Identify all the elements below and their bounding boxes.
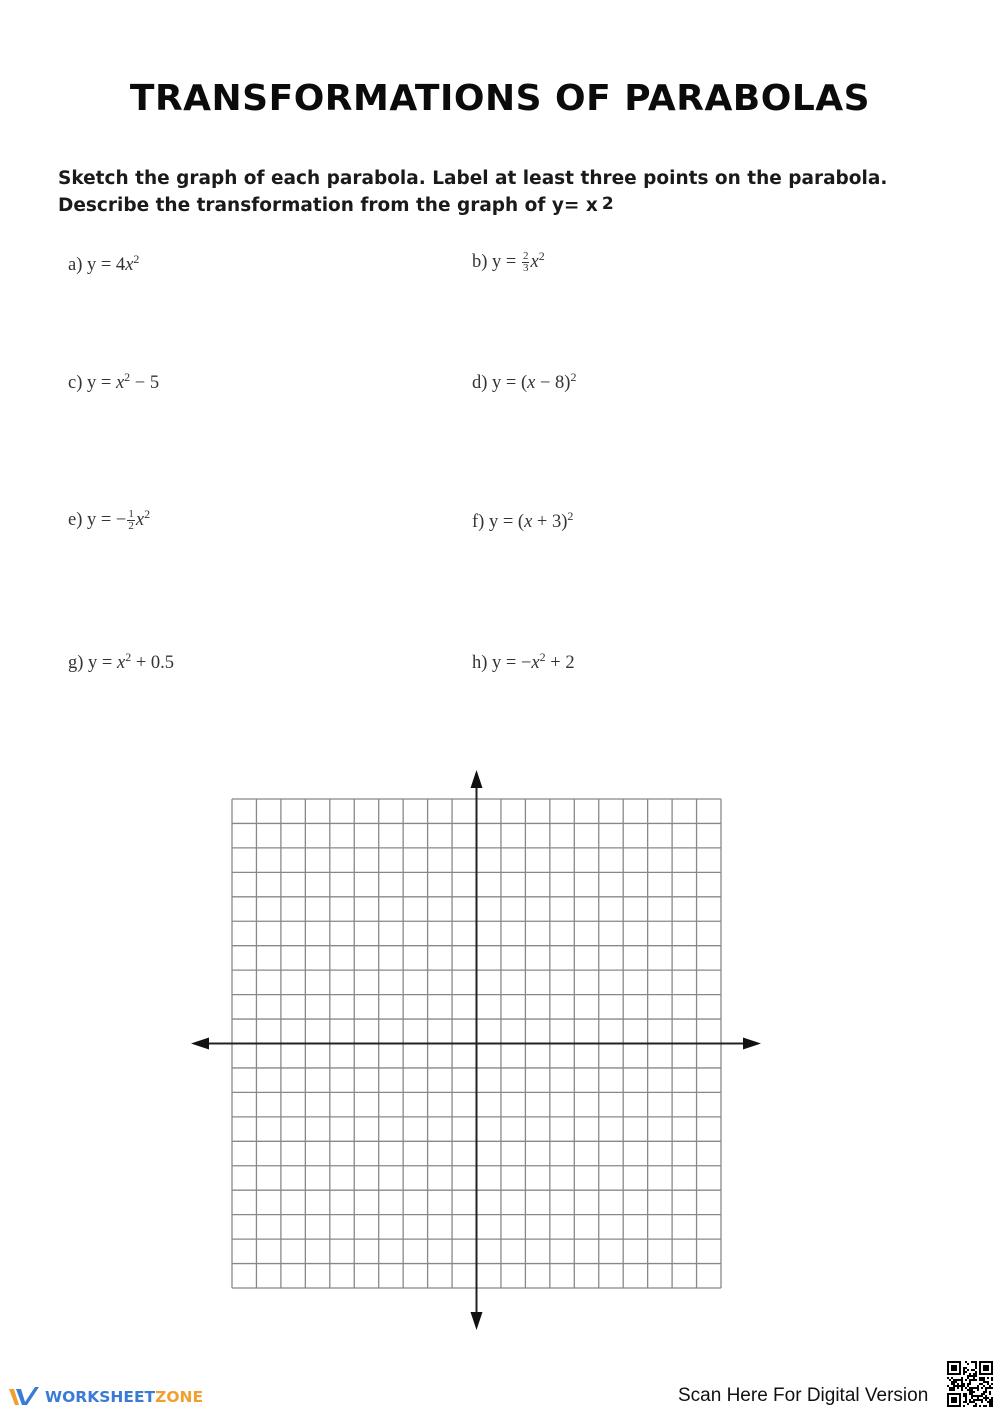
problem-variable: x (125, 255, 134, 276)
scan-text: Scan Here For Digital Version (678, 1385, 929, 1406)
problem-expression-tail: + 0.5 (131, 653, 175, 674)
fraction-denominator: 3 (522, 262, 529, 275)
logo-w-icon (8, 1386, 40, 1408)
problem-expression-tail: + 2 (545, 653, 575, 674)
problem-exponent: 2 (125, 650, 132, 664)
problem-exponent: 2 (539, 650, 546, 664)
problem-expression: y = − (492, 653, 532, 674)
fraction-denominator: 2 (128, 520, 134, 533)
problem-label: g) (68, 653, 84, 674)
problem-expression: y = (88, 653, 117, 674)
problem-variable: x (135, 510, 145, 531)
problem-expression-mid: − 8) (535, 373, 571, 394)
instruction-exponent: 2 (601, 194, 614, 214)
problem-exponent: 2 (570, 370, 577, 384)
problem-label: h) (472, 653, 488, 674)
problem-variable: x (115, 373, 125, 394)
problem-exponent: 2 (144, 507, 151, 521)
problem-expression: y = − (87, 510, 127, 531)
problem-variable: x (527, 373, 536, 394)
problem-expression: y = ( (492, 373, 528, 394)
problem-label: e) (68, 510, 83, 531)
fraction-numerator: 2 (522, 250, 529, 263)
brand-name (45, 1388, 203, 1406)
problem-label: a) (68, 255, 83, 276)
arrow-left-icon (191, 1038, 209, 1050)
arrow-up-icon (471, 770, 483, 788)
worksheetzone-logo (8, 1384, 203, 1410)
problem-exponent: 2 (538, 249, 545, 263)
problem-variable: x (524, 512, 533, 533)
problem-expression: y = 4 (87, 255, 126, 276)
problem-variable: x (530, 252, 539, 273)
arrow-right-icon (743, 1038, 761, 1050)
problem-variable: x (531, 653, 540, 674)
arrow-down-icon (471, 1312, 483, 1330)
problem-label: b) (472, 252, 488, 273)
qr-code-icon[interactable] (947, 1361, 993, 1407)
problem-expression: y = (87, 373, 116, 394)
problem-expression: y = (492, 252, 521, 273)
instruction-line-1: Sketch the graph of each parabola. Label at least three points on the parabola. (58, 168, 888, 189)
problem-label: d) (472, 373, 488, 394)
problem-expression-mid: + 3) (532, 512, 568, 533)
instruction-line-2-text: Describe the transformation from the graph of y= x (58, 195, 598, 216)
brand-main: WORKSHEET (45, 1388, 156, 1406)
problem-label: f) (472, 512, 485, 533)
fraction-numerator: 1 (128, 508, 134, 521)
page-title: TRANSFORMATIONS OF PARABOLAS (129, 78, 871, 119)
problem-exponent: 2 (567, 509, 574, 523)
problem-exponent: 2 (124, 370, 131, 384)
problem-variable: x (116, 653, 126, 674)
problem-expression-tail: − 5 (130, 373, 160, 394)
brand-accent: ZONE (155, 1388, 204, 1406)
problem-expression: y = ( (488, 512, 525, 533)
problem-label: c) (68, 373, 83, 394)
problem-exponent: 2 (133, 252, 140, 266)
